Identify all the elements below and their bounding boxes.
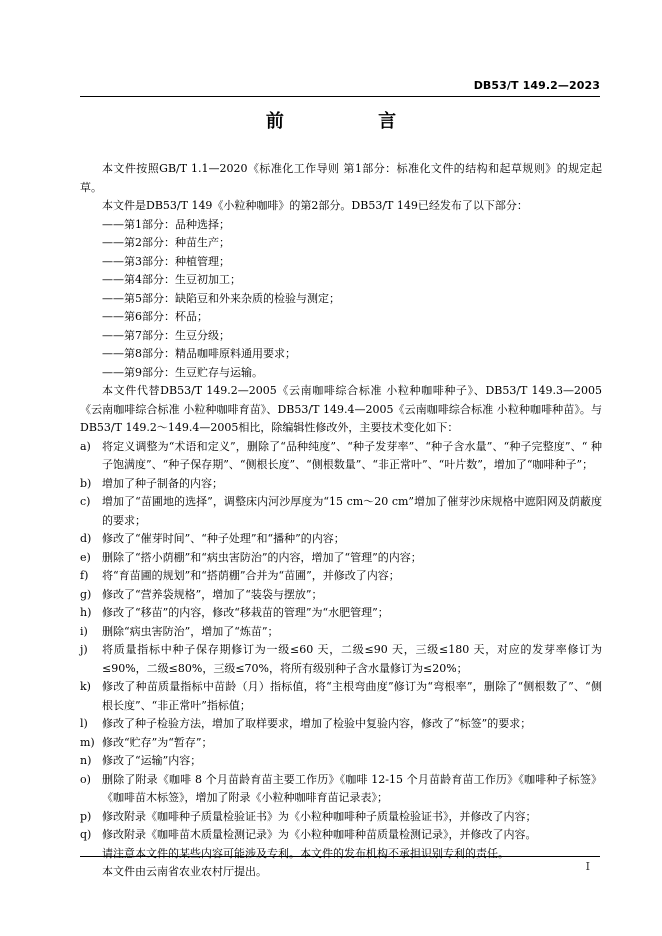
change-item	[80, 715, 602, 734]
change-item	[80, 604, 602, 623]
change-label: g)	[80, 587, 92, 601]
change-label: e)	[80, 550, 91, 564]
change-label: n)	[80, 754, 92, 767]
change-text: 修改附录《咖啡种子质量检验证书》为《小粒种咖啡种子质量检验证书》，并修改了内容；	[102, 809, 537, 823]
change-text: 将定义调整为“术语和定义”，删除了“品种纯度”、“种子发芽率”、“种子含水量”、“种子完整度”、“ 种子饱满度”、“种子保存期”、“侧根长度”、“侧根数量”、“非正常叶”、“叶片数”，增加了“咖啡种子”；	[102, 439, 602, 471]
change-item	[80, 734, 602, 753]
change-item	[80, 826, 602, 845]
change-text: 修改了“移苗”的内容，修改“移栽苗的管理”为“水肥管理”；	[102, 606, 389, 619]
change-text: 删除了“搭小荫棚”和“病虫害防治”的内容，增加了“管理”的内容；	[102, 550, 422, 564]
paragraph-proposer: 本文件由云南省农业农村厅提出。	[102, 865, 267, 878]
change-item	[80, 493, 602, 530]
change-text: 将质量指标中种子保存期修订为一级≤60 天，二级≤90 天，三级≤180 天，对应的发芽率修订为≤90%，二级≤80%，三级≤70%，将所有级别种子含水量修订为≤20%；	[102, 643, 602, 675]
change-item	[80, 808, 602, 827]
change-label: c)	[80, 495, 91, 508]
change-label: d)	[80, 532, 92, 545]
change-label: j)	[80, 643, 88, 656]
change-label: i)	[80, 624, 88, 638]
paragraph-series-intro: 本文件是DB53/T 149《小粒种咖啡》的第2部分。DB53/T 149已经发布了以下部分：	[102, 199, 528, 212]
part-item: ——第3部分：种植管理；	[102, 254, 230, 268]
change-text: 修改“贮存”为“暂存”；	[102, 735, 213, 749]
footer-rule	[80, 856, 600, 857]
change-item	[80, 530, 602, 549]
change-text: 修改了“营养袋规格”，增加了“装袋与摆放”；	[102, 587, 323, 601]
change-label: a)	[80, 439, 91, 453]
paragraph-drafting-rule: 本文件按照GB/T 1.1—2020《标准化工作导则 第1部分：标准化文件的结构和起草规则》的规定起草。	[80, 162, 602, 194]
part-item: ——第8部分：精品咖啡原料通用要求；	[102, 347, 296, 360]
change-text: 删除了附录《咖啡 8 个月苗龄育苗主要工作历》《咖啡 12-15 个月苗龄育苗工作历》《咖啡种子标签》《咖啡苗木标签》，增加了附录《小粒种咖啡育苗记录表》；	[102, 772, 602, 804]
change-label: o)	[80, 772, 91, 786]
change-text: 增加了“苗圃地的选择”，调整床内河沙厚度为“15 cm～20 cm”增加了催芽沙床规格中遮阳网及荫蔽度的要求；	[102, 495, 602, 527]
change-label: f)	[80, 569, 89, 582]
change-item	[80, 771, 602, 808]
change-text: 修改了“运输”内容；	[102, 754, 202, 767]
change-item	[80, 752, 602, 771]
parts-list	[80, 216, 602, 383]
change-item	[80, 678, 602, 715]
foreword-body	[80, 160, 602, 882]
change-text: 将“育苗圃的规划”和“搭荫棚”合并为“苗圃”，并修改了内容；	[102, 569, 400, 582]
change-text: 增加了种子制备的内容；	[102, 476, 223, 490]
page-title: 前 言	[265, 111, 441, 132]
change-label: m)	[80, 735, 95, 749]
paragraph-patent-notice: 请注意本文件的某些内容可能涉及专利。本文件的发布机构不承担识别专利的责任。	[102, 846, 509, 860]
change-label: l)	[80, 717, 88, 730]
change-item	[80, 641, 602, 678]
change-label: p)	[80, 809, 92, 823]
paragraph-replacement: 本文件代替DB53/T 149.2—2005《云南咖啡综合标准 小粒种咖啡种子》、DB53/T 149.3—2005《云南咖啡综合标准 小粒种咖啡育苗》、DB53/T 149.4—2005《云南咖啡综合标准 小粒种咖啡种苗》。与DB53/T 149.2～149.4—2005相比，除编辑性修改外，主要技术变化如下：	[80, 384, 602, 434]
change-text: 修改了种子检验方法，增加了取样要求，增加了检验中复验内容，修改了“标签”的要求；	[102, 717, 532, 730]
part-item: ——第1部分：品种选择；	[102, 217, 230, 231]
changes-list	[80, 438, 602, 845]
change-item	[80, 475, 602, 494]
change-item	[80, 623, 602, 642]
change-item	[80, 438, 602, 475]
change-text: 修改了种苗质量指标中苗龄（月）指标值，将“主根弯曲度”修订为“弯根率”，删除了“侧根数了”、“侧根长度”、“非正常叶”指标值；	[102, 680, 602, 712]
change-label: h)	[80, 606, 92, 619]
header-rule	[80, 96, 600, 97]
change-item	[80, 586, 602, 605]
part-item: ——第9部分：生豆贮存与运输。	[102, 365, 263, 379]
part-item: ——第2部分：种苗生产；	[102, 236, 230, 249]
change-item	[80, 567, 602, 586]
change-label: q)	[80, 828, 92, 841]
part-item: ——第6部分：杯品；	[102, 310, 208, 323]
change-item	[80, 549, 602, 568]
change-text: 修改附录《咖啡苗木质量检测记录》为《小粒种咖啡种苗质量检测记录》，并修改了内容。	[102, 828, 537, 841]
change-label: k)	[80, 680, 91, 693]
part-item: ——第4部分：生豆初加工；	[102, 273, 241, 286]
change-text: 删除“病虫害防治”，增加了“炼苗”；	[102, 624, 279, 638]
standard-code: DB53/T 149.2—2023	[473, 79, 600, 92]
change-label: b)	[80, 476, 92, 490]
page-number: I	[585, 860, 590, 873]
part-item: ——第7部分：生豆分级；	[102, 328, 230, 342]
part-item: ——第5部分：缺陷豆和外来杂质的检验与测定；	[102, 291, 340, 305]
change-text: 修改了“催芽时间”、“种子处理”和“播种”的内容；	[102, 532, 345, 545]
